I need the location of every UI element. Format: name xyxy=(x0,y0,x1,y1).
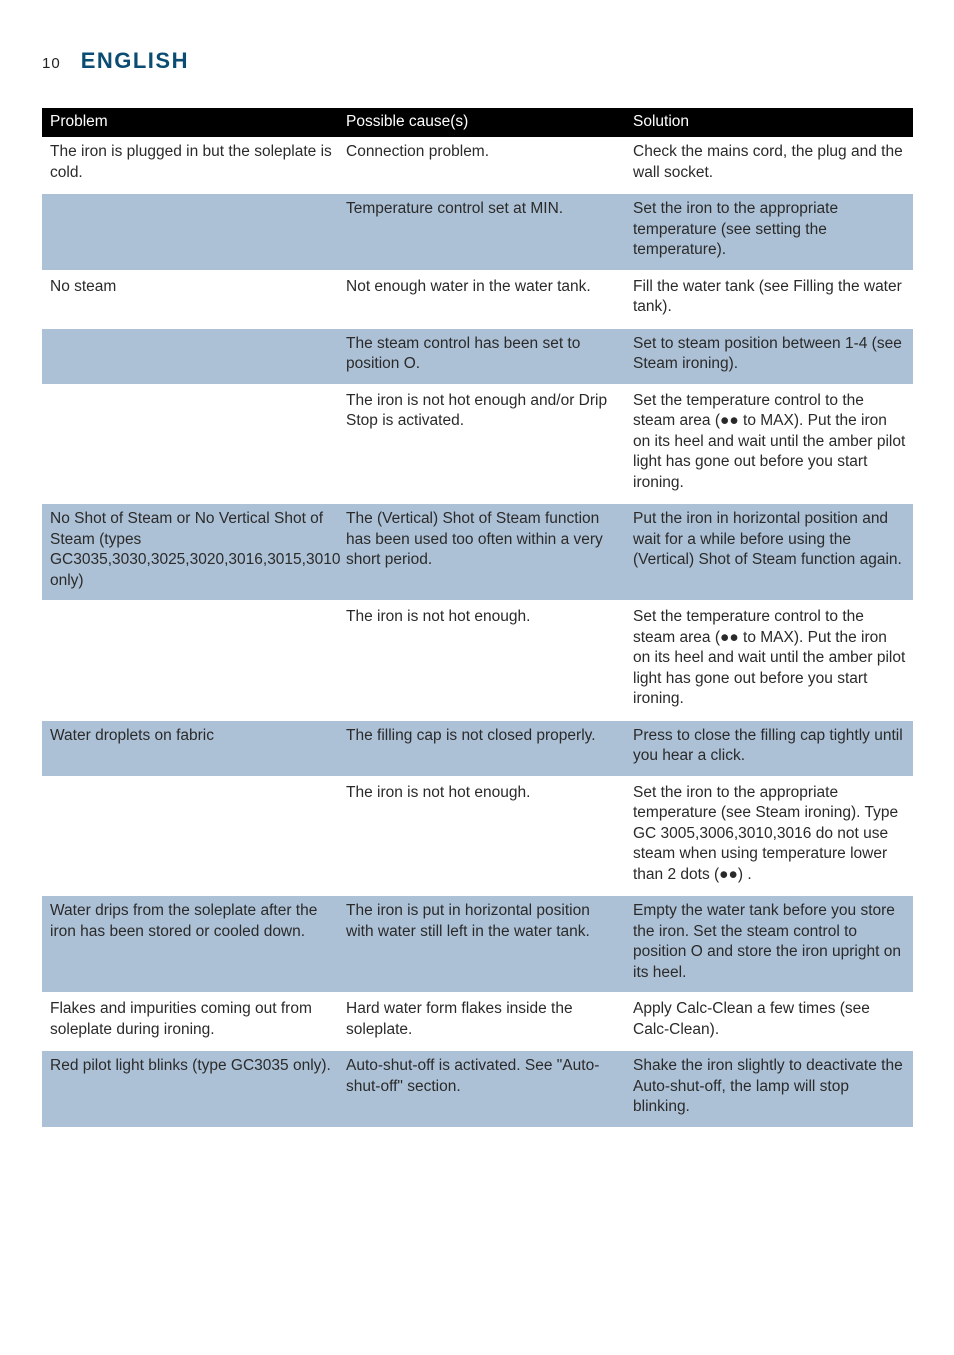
cell-problem: Flakes and impurities coming out from soleplate during ironing. xyxy=(42,993,338,1050)
cell-cause: The filling cap is not closed properly. xyxy=(338,720,625,777)
cell-solution: Check the mains cord, the plug and the wall socket. xyxy=(625,137,913,193)
table-row xyxy=(42,895,913,993)
cell-problem: No Shot of Steam or No Vertical Shot of Steam (types GC3035,3030,3025,3020,3016,3015,3010 only) xyxy=(42,503,338,601)
cell-solution: Press to close the filling cap tightly until you hear a click. xyxy=(625,720,913,777)
cell-cause: Auto-shut-off is activated. See "Auto-shut-off" section. xyxy=(338,1050,625,1127)
cell-solution: Put the iron in horizontal position and wait for a while before using the (Vertical) Shot of Steam function again. xyxy=(625,503,913,601)
page-number: 10 xyxy=(42,55,61,72)
page-header xyxy=(42,48,189,74)
cell-cause: The iron is not hot enough and/or Drip Stop is activated. xyxy=(338,385,625,504)
cell-cause: Hard water form flakes inside the soleplate. xyxy=(338,993,625,1050)
cell-problem xyxy=(42,777,338,896)
cell-problem xyxy=(42,601,338,720)
cell-problem: The iron is plugged in but the soleplate is cold. xyxy=(42,137,338,193)
cell-solution: Empty the water tank before you store the iron. Set the steam control to position O and store the iron upright on its heel. xyxy=(625,895,913,993)
cell-problem: No steam xyxy=(42,271,338,328)
table-row xyxy=(42,777,913,896)
table-row xyxy=(42,137,913,193)
cell-cause: Connection problem. xyxy=(338,137,625,193)
table-row xyxy=(42,328,913,385)
troubleshooting-table xyxy=(42,108,913,1127)
cell-problem xyxy=(42,193,338,271)
table-body xyxy=(42,137,913,1127)
table-row xyxy=(42,385,913,504)
cell-problem: Red pilot light blinks (type GC3035 only). xyxy=(42,1050,338,1127)
cell-problem xyxy=(42,328,338,385)
cell-cause: Not enough water in the water tank. xyxy=(338,271,625,328)
section-title: ENGLISH xyxy=(80,48,189,73)
cell-cause: Temperature control set at MIN. xyxy=(338,193,625,271)
cell-cause: The iron is not hot enough. xyxy=(338,601,625,720)
header-problem: Problem xyxy=(42,108,338,137)
cell-solution: Set the temperature control to the steam area (●● to MAX). Put the iron on its heel and wait until the amber pilot light has gone out before you start ironing. xyxy=(625,601,913,720)
cell-solution: Apply Calc-Clean a few times (see Calc-Clean). xyxy=(625,993,913,1050)
cell-problem: Water droplets on fabric xyxy=(42,720,338,777)
cell-problem: Water drips from the soleplate after the iron has been stored or cooled down. xyxy=(42,895,338,993)
cell-solution: Set the temperature control to the steam area (●● to MAX). Put the iron on its heel and wait until the amber pilot light has gone out before you start ironing. xyxy=(625,385,913,504)
table-row xyxy=(42,601,913,720)
table-row xyxy=(42,271,913,328)
cell-cause: The steam control has been set to position O. xyxy=(338,328,625,385)
table-header xyxy=(42,108,913,137)
cell-solution: Set the iron to the appropriate temperature (see setting the temperature). xyxy=(625,193,913,271)
table-row xyxy=(42,720,913,777)
cell-solution: Shake the iron slightly to deactivate the Auto-shut-off, the lamp will stop blinking. xyxy=(625,1050,913,1127)
cell-solution: Fill the water tank (see Filling the water tank). xyxy=(625,271,913,328)
cell-cause: The iron is put in horizontal position with water still left in the water tank. xyxy=(338,895,625,993)
table-row xyxy=(42,1050,913,1127)
table-row xyxy=(42,503,913,601)
header-solution: Solution xyxy=(625,108,913,137)
cell-problem xyxy=(42,385,338,504)
cell-cause: The iron is not hot enough. xyxy=(338,777,625,896)
header-cause: Possible cause(s) xyxy=(338,108,625,137)
cell-solution: Set the iron to the appropriate temperature (see Steam ironing). Type GC 3005,3006,3010,3016 do not use steam when using temperature lower than 2 dots (●●) . xyxy=(625,777,913,896)
cell-cause: The (Vertical) Shot of Steam function has been used too often within a very short period. xyxy=(338,503,625,601)
table-row xyxy=(42,193,913,271)
table-row xyxy=(42,993,913,1050)
cell-solution: Set to steam position between 1-4 (see Steam ironing). xyxy=(625,328,913,385)
